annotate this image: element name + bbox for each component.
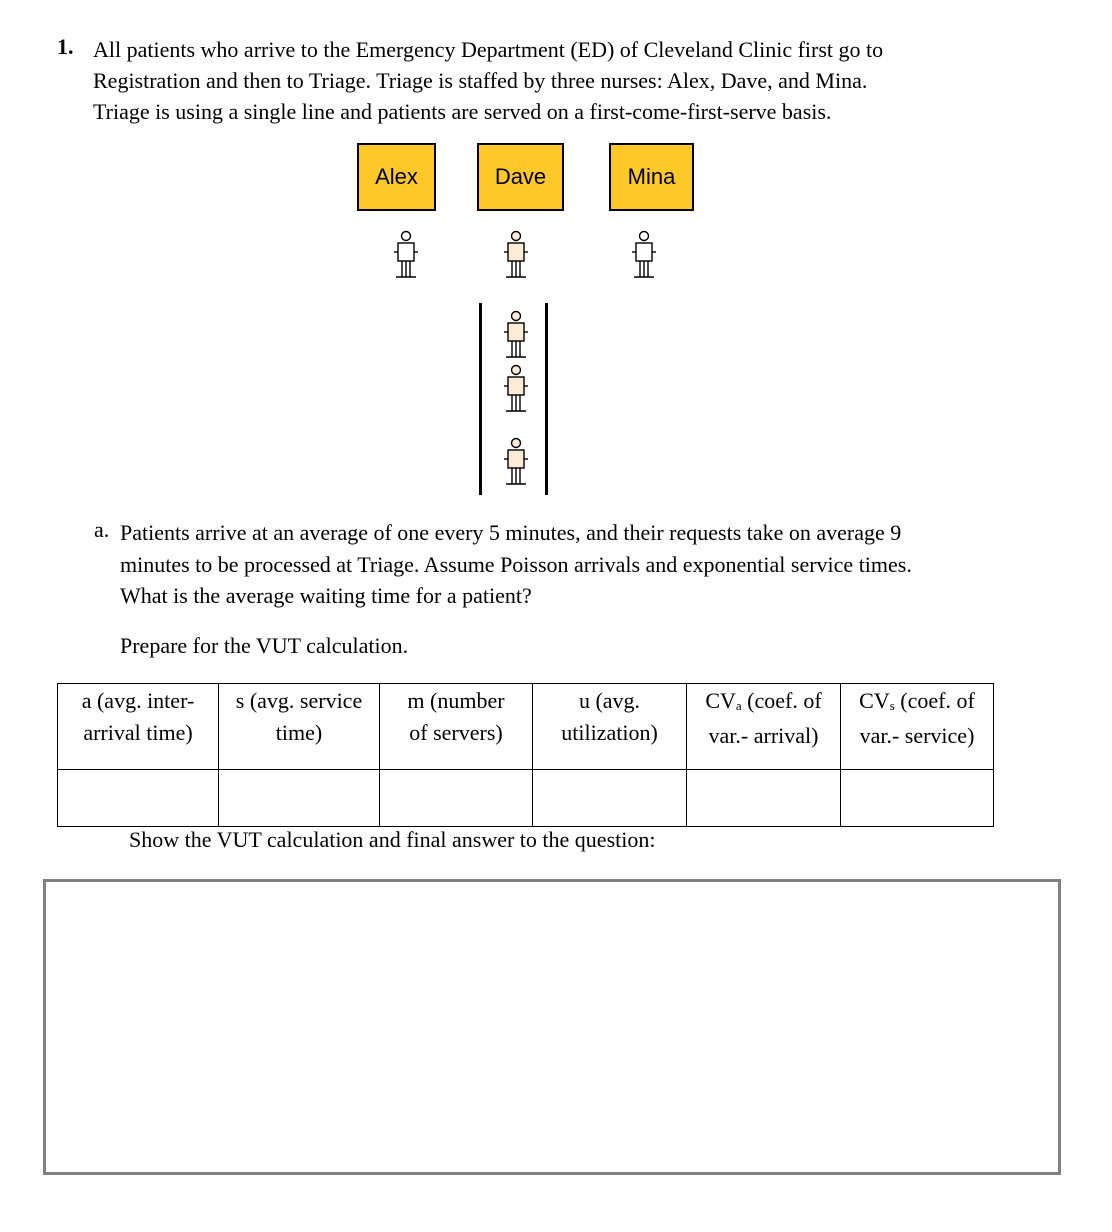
input-a-cell[interactable] [58, 770, 219, 827]
person-icon [502, 437, 530, 491]
prepare-instruction: Prepare for the VUT calculation. [120, 633, 409, 658]
header-cvs: $CV_s$ (coef. of var.- service) [841, 684, 994, 770]
part-a-text [120, 517, 1020, 612]
vut-table [57, 683, 994, 827]
vut-header-row [58, 684, 994, 770]
person-icon [502, 310, 530, 364]
header-a: a (avg. inter- arrival time) [58, 684, 219, 770]
person-icon [392, 230, 420, 284]
queue-right-wall [545, 303, 548, 495]
header-m: m (number of servers) [380, 684, 533, 770]
nurse-box-dave: Dave [477, 143, 564, 211]
input-u-cell[interactable] [533, 770, 687, 827]
question-line: Registration and then to Triage. Triage is staffed by three nurses: Alex, Dave, and Mina. [93, 68, 868, 93]
input-cva-cell[interactable] [687, 770, 841, 827]
header-cva: $CV_a$ (coef. of var.- arrival) [687, 684, 841, 770]
answer-box[interactable] [43, 879, 1061, 1175]
question-line: All patients who arrive to the Emergency Department (ED) of Cleveland Clinic first go to [93, 37, 884, 62]
input-m-cell[interactable] [380, 770, 533, 827]
queue-left-wall [479, 303, 482, 495]
person-icon [630, 230, 658, 284]
input-cvs-cell[interactable] [841, 770, 994, 827]
person-icon [502, 230, 530, 284]
part-a-line: What is the average waiting time for a patient? [120, 583, 532, 608]
header-s: s (avg. service time) [219, 684, 380, 770]
show-vut-instruction: Show the VUT calculation and final answer to the question: [129, 827, 656, 852]
question-number: 1. [57, 34, 74, 59]
question-text [93, 34, 993, 127]
nurse-box-alex: Alex [357, 143, 436, 211]
part-a-line: Patients arrive at an average of one every 5 minutes, and their requests take on average 9 [120, 520, 902, 545]
part-a-line: minutes to be processed at Triage. Assume Poisson arrivals and exponential service times. [120, 551, 912, 577]
question-line: Triage is using a single line and patients are served on a first-come-first-serve basis. [93, 99, 832, 124]
person-icon [502, 364, 530, 418]
input-s-cell[interactable] [219, 770, 380, 827]
vut-input-row [58, 770, 994, 827]
header-u: u (avg. utilization) [533, 684, 687, 770]
nurse-box-mina: Mina [609, 143, 694, 211]
part-a-marker: a. [94, 517, 110, 542]
